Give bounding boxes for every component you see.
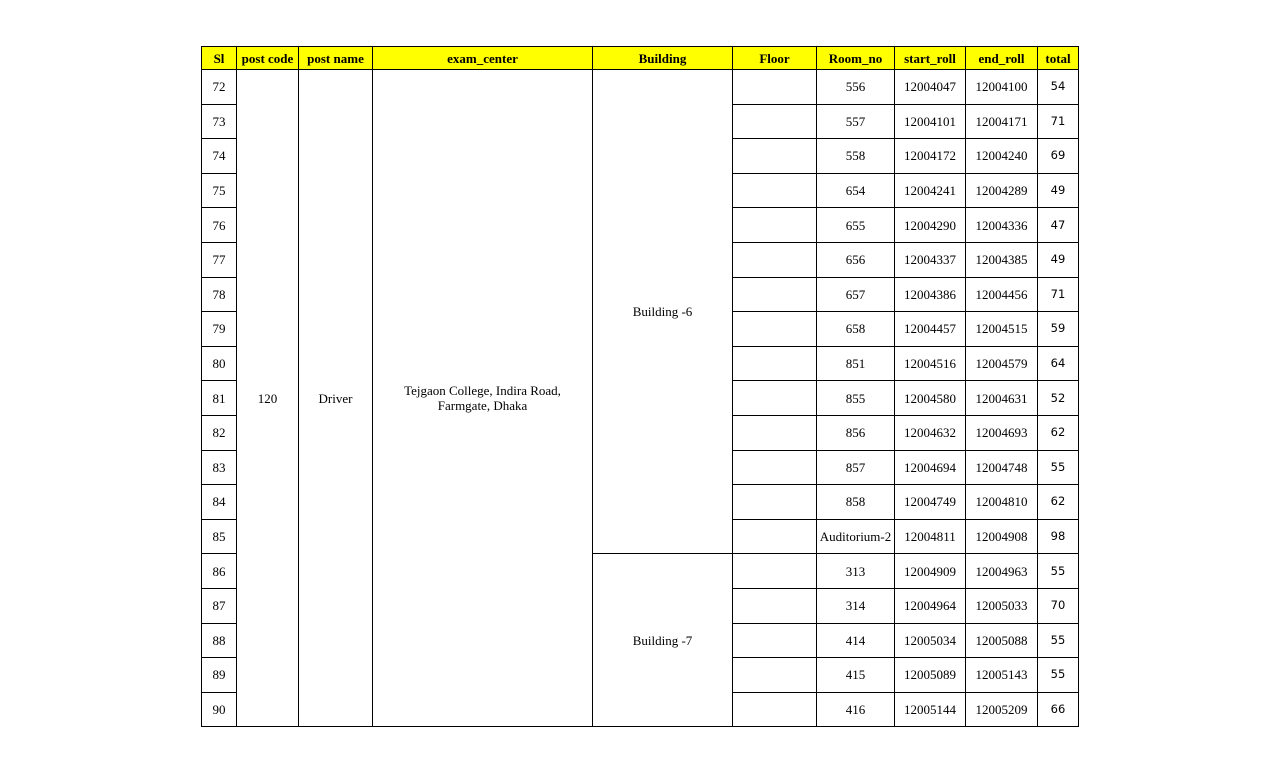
room-no-cell: 556 xyxy=(817,70,895,105)
total-cell: 70 xyxy=(1038,588,1079,623)
sl-cell: 81 xyxy=(202,381,237,416)
room-no-cell: 314 xyxy=(817,588,895,623)
sl-cell: 79 xyxy=(202,312,237,347)
start-roll-cell: 12004909 xyxy=(895,554,966,589)
sl-cell: 73 xyxy=(202,104,237,139)
header-post-name: post name xyxy=(299,47,373,70)
total-cell: 62 xyxy=(1038,415,1079,450)
end-roll-cell: 12004579 xyxy=(966,346,1038,381)
sl-cell: 80 xyxy=(202,346,237,381)
floor-cell xyxy=(733,208,817,243)
sl-cell: 88 xyxy=(202,623,237,658)
sl-cell: 82 xyxy=(202,415,237,450)
end-roll-cell: 12004810 xyxy=(966,485,1038,520)
start-roll-cell: 12004386 xyxy=(895,277,966,312)
sl-cell: 89 xyxy=(202,658,237,693)
end-roll-cell: 12004100 xyxy=(966,70,1038,105)
start-roll-cell: 12004457 xyxy=(895,312,966,347)
room-no-cell: 856 xyxy=(817,415,895,450)
sl-cell: 85 xyxy=(202,519,237,554)
sl-cell: 76 xyxy=(202,208,237,243)
end-roll-cell: 12004456 xyxy=(966,277,1038,312)
end-roll-cell: 12004336 xyxy=(966,208,1038,243)
building-cell: Building -6 xyxy=(593,70,733,554)
end-roll-cell: 12005143 xyxy=(966,658,1038,693)
floor-cell xyxy=(733,450,817,485)
post-name-cell: Driver xyxy=(299,70,373,727)
total-cell: 64 xyxy=(1038,346,1079,381)
floor-cell xyxy=(733,623,817,658)
room-no-cell: 857 xyxy=(817,450,895,485)
total-cell: 62 xyxy=(1038,485,1079,520)
floor-cell xyxy=(733,381,817,416)
total-cell: 71 xyxy=(1038,104,1079,139)
floor-cell xyxy=(733,519,817,554)
room-no-cell: 414 xyxy=(817,623,895,658)
total-cell: 55 xyxy=(1038,658,1079,693)
start-roll-cell: 12004632 xyxy=(895,415,966,450)
sl-cell: 84 xyxy=(202,485,237,520)
start-roll-cell: 12004101 xyxy=(895,104,966,139)
header-building: Building xyxy=(593,47,733,70)
end-roll-cell: 12004908 xyxy=(966,519,1038,554)
start-roll-cell: 12004290 xyxy=(895,208,966,243)
header-exam-center: exam_center xyxy=(373,47,593,70)
seat-plan-table xyxy=(201,46,1079,727)
start-roll-cell: 12004337 xyxy=(895,242,966,277)
floor-cell xyxy=(733,485,817,520)
total-cell: 59 xyxy=(1038,312,1079,347)
total-cell: 55 xyxy=(1038,450,1079,485)
start-roll-cell: 12004964 xyxy=(895,588,966,623)
room-no-cell: 855 xyxy=(817,381,895,416)
room-no-cell: 858 xyxy=(817,485,895,520)
post-code-cell: 120 xyxy=(237,70,299,727)
floor-cell xyxy=(733,70,817,105)
start-roll-cell: 12004580 xyxy=(895,381,966,416)
total-cell: 55 xyxy=(1038,554,1079,589)
end-roll-cell: 12004385 xyxy=(966,242,1038,277)
start-roll-cell: 12005089 xyxy=(895,658,966,693)
room-no-cell: 313 xyxy=(817,554,895,589)
header-start-roll: start_roll xyxy=(895,47,966,70)
floor-cell xyxy=(733,277,817,312)
total-cell: 52 xyxy=(1038,381,1079,416)
start-roll-cell: 12005144 xyxy=(895,692,966,727)
floor-cell xyxy=(733,658,817,693)
sl-cell: 77 xyxy=(202,242,237,277)
floor-cell xyxy=(733,139,817,174)
table-row xyxy=(202,70,1079,105)
sl-cell: 83 xyxy=(202,450,237,485)
table-body xyxy=(202,70,1079,727)
start-roll-cell: 12004811 xyxy=(895,519,966,554)
header-end-roll: end_roll xyxy=(966,47,1038,70)
room-no-cell: 655 xyxy=(817,208,895,243)
sl-cell: 78 xyxy=(202,277,237,312)
floor-cell xyxy=(733,588,817,623)
end-roll-cell: 12004171 xyxy=(966,104,1038,139)
floor-cell xyxy=(733,173,817,208)
start-roll-cell: 12004694 xyxy=(895,450,966,485)
end-roll-cell: 12004748 xyxy=(966,450,1038,485)
sl-cell: 72 xyxy=(202,70,237,105)
end-roll-cell: 12004289 xyxy=(966,173,1038,208)
end-roll-cell: 12004963 xyxy=(966,554,1038,589)
room-no-cell: 415 xyxy=(817,658,895,693)
floor-cell xyxy=(733,415,817,450)
end-roll-cell: 12004240 xyxy=(966,139,1038,174)
floor-cell xyxy=(733,312,817,347)
start-roll-cell: 12004516 xyxy=(895,346,966,381)
room-no-cell: 657 xyxy=(817,277,895,312)
header-total: total xyxy=(1038,47,1079,70)
room-no-cell: 654 xyxy=(817,173,895,208)
total-cell: 98 xyxy=(1038,519,1079,554)
header-row xyxy=(202,47,1079,70)
start-roll-cell: 12005034 xyxy=(895,623,966,658)
floor-cell xyxy=(733,104,817,139)
room-no-cell: 416 xyxy=(817,692,895,727)
sl-cell: 90 xyxy=(202,692,237,727)
total-cell: 69 xyxy=(1038,139,1079,174)
total-cell: 66 xyxy=(1038,692,1079,727)
end-roll-cell: 12004693 xyxy=(966,415,1038,450)
start-roll-cell: 12004241 xyxy=(895,173,966,208)
total-cell: 49 xyxy=(1038,173,1079,208)
end-roll-cell: 12005209 xyxy=(966,692,1038,727)
room-no-cell: 656 xyxy=(817,242,895,277)
header-floor: Floor xyxy=(733,47,817,70)
total-cell: 49 xyxy=(1038,242,1079,277)
header-sl: Sl xyxy=(202,47,237,70)
building-cell: Building -7 xyxy=(593,554,733,727)
header-post-code: post code xyxy=(237,47,299,70)
room-no-cell: 658 xyxy=(817,312,895,347)
sl-cell: 75 xyxy=(202,173,237,208)
room-no-cell: 557 xyxy=(817,104,895,139)
total-cell: 55 xyxy=(1038,623,1079,658)
sl-cell: 87 xyxy=(202,588,237,623)
floor-cell xyxy=(733,554,817,589)
end-roll-cell: 12004631 xyxy=(966,381,1038,416)
sl-cell: 86 xyxy=(202,554,237,589)
floor-cell xyxy=(733,692,817,727)
exam-center-cell: Tejgaon College, Indira Road, Farmgate, Dhaka xyxy=(373,70,593,727)
start-roll-cell: 12004172 xyxy=(895,139,966,174)
total-cell: 54 xyxy=(1038,70,1079,105)
total-cell: 71 xyxy=(1038,277,1079,312)
end-roll-cell: 12004515 xyxy=(966,312,1038,347)
floor-cell xyxy=(733,346,817,381)
room-no-cell: Auditorium-2 xyxy=(817,519,895,554)
header-room-no: Room_no xyxy=(817,47,895,70)
room-no-cell: 851 xyxy=(817,346,895,381)
room-no-cell: 558 xyxy=(817,139,895,174)
start-roll-cell: 12004047 xyxy=(895,70,966,105)
floor-cell xyxy=(733,242,817,277)
end-roll-cell: 12005088 xyxy=(966,623,1038,658)
total-cell: 47 xyxy=(1038,208,1079,243)
end-roll-cell: 12005033 xyxy=(966,588,1038,623)
sl-cell: 74 xyxy=(202,139,237,174)
start-roll-cell: 12004749 xyxy=(895,485,966,520)
